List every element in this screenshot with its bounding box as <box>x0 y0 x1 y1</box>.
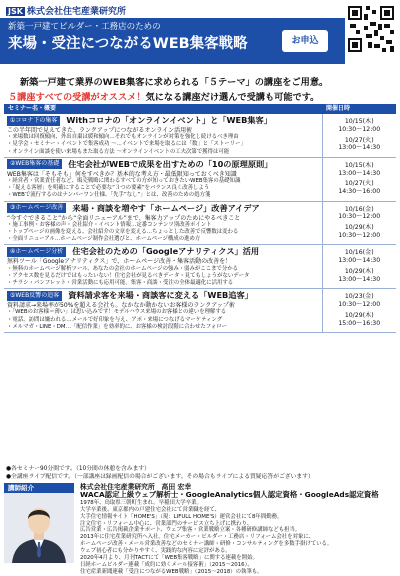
bio-line: ウェブ初心者にも分かりやすく、実践的な内容に定評がある。 <box>80 548 231 555</box>
seminar-tag: ④ホームページ分析 <box>7 247 66 257</box>
session-day: 10/16(金) <box>344 249 374 257</box>
seminar-title: 来場・商談を増やす「ホームページ」改善アイデア <box>72 202 260 213</box>
seminar-dates <box>322 114 396 157</box>
session-date[interactable] <box>326 293 394 309</box>
seminar-point: ・全面リニューアル…ホームページ制作会社選びと、ホームページ構成の進め方 <box>7 236 201 243</box>
bio-line: 2013年に住宅産業研究所へ入社。住宅メーカー・ビルダー・工務店・リフォーム会社を対象に、 <box>80 534 315 541</box>
bio-line: 1978年、鳥取県三朝町生まれ。早稲田大学卒業。 <box>80 499 202 506</box>
session-time: 10:30～12:00 <box>338 301 381 309</box>
seminar-point: ・アクセス数を見るだけではもったいない！住宅会社が見るべきデータ・見てもしょうがないデータ <box>7 272 250 279</box>
bio-line: 住宅産業新聞連載「受注につながるWEB戦略」（2015～2018）の執筆も。 <box>80 568 263 575</box>
seminar-point: ・WEBで流行するのはナンバーワン仕様、「先手”なし”」とは、改善のための処方箋 <box>7 192 211 199</box>
session-date[interactable] <box>326 180 394 196</box>
seminar-point: ・経営者・営業責任者など、販売戦略に関わるすべての方が知っておきたいWEB集客の基礎知識 <box>7 178 241 185</box>
session-day: 10/27(火) <box>344 136 374 144</box>
seminar-title: 住宅会社がWEBで成果を出すための「10の原理原則」 <box>68 158 273 169</box>
seminar-desc <box>4 114 322 157</box>
company-logo <box>6 4 126 17</box>
seminar-lead: WEB集客は「そもそも」何をすべきか？基本的な考え方・最低限知っておくべき知識 <box>7 170 237 178</box>
notes <box>6 466 314 481</box>
session-time: 13:00～14:30 <box>338 169 381 177</box>
intro-line: 新築一戸建て業界のWEB集客に求められる「５テーマ」の講座をご用意。 <box>20 77 329 88</box>
intro-recommend: ５講座すべての受講がオススメ！ <box>8 92 146 103</box>
page-subtitle: 新築一戸建てビルダー・工務店のための <box>8 22 161 32</box>
lecturer-qualifications: WACA認定上級ウェブ解析士・GoogleAnalytics個人認定資格・GoogleAds認定資格 <box>80 489 379 499</box>
seminar-dates <box>322 201 396 245</box>
session-date[interactable] <box>326 206 394 222</box>
page-title: 来場・受注につながるWEB集客戦略 <box>8 36 248 52</box>
bio-line: 広告営業・広告掲載企業サポート、ウェブ集客・営業戦略立案・各種研修講師なども担当。 <box>80 527 301 534</box>
session-day: 10/23(金) <box>344 293 374 301</box>
seminar-row <box>4 201 396 245</box>
seminar-point: ・電話、訪問は嫌われる…メールで好印象を与え、アポ・来場につなげるマーケティング <box>7 316 223 323</box>
seminar-point: ・施工事例・お客様の声・会社紹介・イベント情報…定番コンテンツ別改善ポイント <box>7 221 212 228</box>
session-date[interactable] <box>326 224 394 240</box>
lecturer-bio <box>80 500 396 576</box>
seminar-dates <box>322 245 396 289</box>
seminar-point: ・「捉える客層」を明確にすることで必要な“３つの要素”をバランス良く改善しよう <box>7 185 210 192</box>
page-header <box>0 0 400 72</box>
seminar-lead: 資料請求→来場率が50%を超える会社も。なかなか動かないお客様のランクアップ術 <box>7 302 235 310</box>
seminar-tag: ⑤WEB反響の追客 <box>7 291 62 301</box>
session-time: 10:30～12:00 <box>338 232 381 240</box>
lecturer-photo <box>4 493 74 563</box>
seminar-title: 住宅会社のための「Googleアナリティクス」活用 <box>72 246 260 257</box>
session-day: 10/16(金) <box>344 205 374 213</box>
seminar-row <box>4 245 396 289</box>
seminar-lead: この半年間で見えてきた、ランクアップにつながるオンライン活用術 <box>7 127 193 134</box>
seminar-dates <box>322 157 396 201</box>
seminar-point: ・無料のホームページ解析ツール、あなたの会社のホームページの強み・弱みがここまで分かる <box>7 265 239 272</box>
session-day: 10/29(木) <box>344 224 374 232</box>
lecturer-name: 株式会社住宅産業研究所 高田 宏幸 <box>80 483 192 491</box>
session-date[interactable] <box>326 312 394 328</box>
session-time: 13:00～14:30 <box>338 257 381 265</box>
session-day: 10/29(木) <box>344 268 374 276</box>
seminar-point: ・見学会・セミナー・イベントで集客成功 ～…イベントで来場を取るには「数」と「ストーリー」 <box>7 141 246 148</box>
seminar-table <box>4 104 396 333</box>
apply-button[interactable]: お申込 <box>282 30 328 52</box>
seminar-desc <box>4 245 322 289</box>
seminar-tag: ③ホームページ改善 <box>7 203 66 213</box>
intro-emphasis <box>8 89 319 103</box>
seminar-point: ・オンライン面談を使い来場もまた取る方法 ～オンラインイベントの工夫次第で獲得は可能 <box>7 148 230 155</box>
session-day: 10/29(木) <box>344 311 374 319</box>
session-day: 10/15(木) <box>344 118 374 125</box>
bio-line: 大学卒業後、東京都内の戸建住宅会社にて営業職を経て、 <box>80 506 221 513</box>
seminar-dates <box>322 289 396 333</box>
session-time: 13:00～14:30 <box>338 275 381 283</box>
qr-code-icon[interactable] <box>346 4 396 64</box>
session-time: 14:30～16:00 <box>338 188 381 196</box>
seminar-point: ・チラシ・パンフレット・営業活動にも応用可能。集客・商談・受注の全体最適化に活用する <box>7 280 234 287</box>
seminar-title: Withコロナの「オンラインイベント」と「WEB集客」 <box>66 115 272 125</box>
session-date[interactable] <box>326 249 394 265</box>
seminar-point: ・トップページの画像を変える、会社紹介の文章を変える…ちょっとした改善で反響数は変わる <box>7 229 239 236</box>
seminar-lead: “今すぐできること”から“全面リニューアル”まで、集客力アップのためにやるべきこと <box>7 214 241 222</box>
note-item: ●各セミナー90分間です。（10分間の休憩を含みます） <box>6 466 150 472</box>
seminar-tag: ①コロナ下の集客 <box>7 116 60 126</box>
table-header-desc: セミナー名・概要 <box>4 104 322 114</box>
seminar-desc <box>4 157 322 201</box>
logo-name: 住宅産業研究所 <box>62 7 126 17</box>
seminar-row <box>4 289 396 333</box>
lecturer-heading: 講師紹介 <box>4 483 74 493</box>
seminar-lead: 無料ツール「Googleアナリティクス」で、ホームページ改善・集客活動の改善を！ <box>7 258 232 266</box>
logo-mark: JSK <box>8 7 23 16</box>
seminar-point: ・メルマガ・LINE・DM…「配信作業」を効率的に、お客様の検討段階に合わせたフォロー <box>7 323 228 330</box>
session-time: 13:00～14:30 <box>338 144 381 152</box>
session-time: 10:30～12:00 <box>338 125 381 133</box>
seminar-tag: ②WEB集客の基礎 <box>7 159 62 169</box>
table-header-date: 開催日時 <box>322 104 396 114</box>
seminar-point: ・「WEBのお客様＝薄い」は思い込みです！モデルハウス来場のお客様との違いを理解する <box>7 309 227 316</box>
session-date[interactable] <box>326 162 394 178</box>
session-date[interactable] <box>326 118 394 134</box>
seminar-title: 資料請求客を来場・商談客に変える「WEB追客」 <box>68 290 253 301</box>
seminar-row <box>4 157 396 201</box>
session-time: 15:00～16:30 <box>338 319 381 327</box>
session-date[interactable] <box>326 137 394 153</box>
bio-line: 日経ホームビルダー連載「成約に効くメール接客術」（2015～2016）、 <box>80 561 253 568</box>
intro-option: 気になる講座だけ選んで受講も可能です。 <box>145 92 320 103</box>
seminar-row <box>4 114 396 157</box>
seminar-desc <box>4 289 322 333</box>
bio-line: ホームページ改善・メール営業改善などのセミナー講師・研修・コンサルティングを多数手掛けている。 <box>80 541 333 548</box>
note-item: ●全講座ライブ配信です。（一部講座は録画配信の場合がございます。その場合もライブによる質疑応答がございます） <box>6 473 314 480</box>
session-day: 10/27(火) <box>344 180 374 188</box>
session-day: 10/15(木) <box>344 161 374 169</box>
bio-line: 大手住宅情報サイト「HOME'S」（現：LIFULL HOME'S）運営会社にて8年間勤務。 <box>80 513 283 520</box>
bio-line: 2020年4月より、月刊TACTにて「WEB集客戦略」に関する連載を開始。 <box>80 555 258 562</box>
lecturer-profile <box>80 484 396 576</box>
bio-line: 注文住宅・リフォーム中心に、営業部門のサービス立ち上げに携わり、 <box>80 520 253 527</box>
session-time: 10:30～12:00 <box>338 213 381 221</box>
seminar-desc <box>4 201 322 245</box>
logo-prefix: 株式会社 <box>26 7 63 17</box>
session-date[interactable] <box>326 268 394 284</box>
seminar-point: ・来場数は回復傾向、外出自粛は緩和傾向…それでもオンラインが対策を強化し続けるべき理由 <box>7 134 239 141</box>
